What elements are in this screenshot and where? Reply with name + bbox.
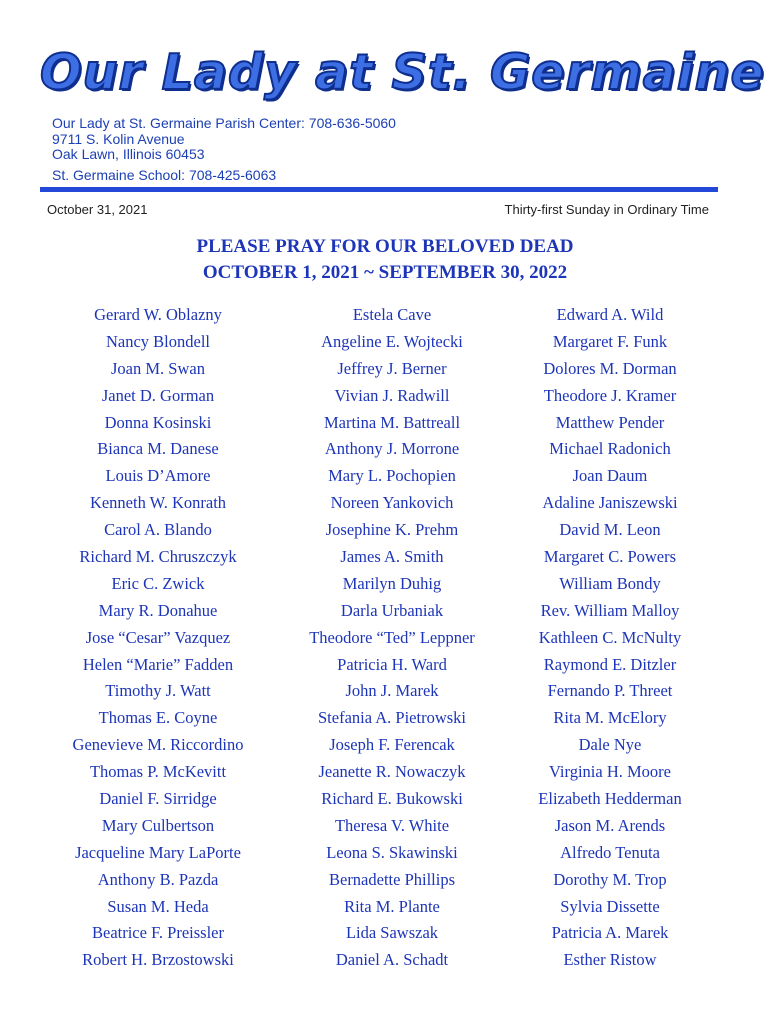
deceased-name: Darla Urbaniak: [340, 600, 444, 620]
deceased-name: Jason M. Arends: [554, 815, 666, 835]
deceased-name: Joan M. Swan: [111, 358, 205, 378]
deceased-name: Richard E. Bukowski: [321, 789, 463, 809]
deceased-name: Mary R. Donahue: [98, 600, 218, 620]
deceased-name: Jeffrey J. Berner: [337, 358, 447, 378]
deceased-name: Stefania A. Pietrowski: [317, 708, 467, 728]
deceased-name: Marilyn Duhig: [342, 573, 442, 593]
parish-address-city: Oak Lawn, Illinois 60453: [52, 146, 205, 162]
deceased-name: Bernadette Phillips: [328, 869, 456, 889]
deceased-name: Alfredo Tenuta: [560, 842, 660, 862]
deceased-name: Michael Radonich: [549, 439, 671, 459]
deceased-name: Rev. William Malloy: [540, 600, 680, 620]
liturgical-occasion: Thirty-first Sunday in Ordinary Time: [504, 202, 709, 217]
deceased-name: Margaret C. Powers: [543, 547, 677, 567]
names-column-1: [58, 302, 258, 974]
deceased-name: Jose “Cesar” Vazquez: [85, 627, 231, 647]
deceased-name: Adaline Janiszewski: [542, 493, 678, 513]
deceased-name: Matthew Pender: [555, 412, 665, 432]
deceased-name: Raymond E. Ditzler: [543, 654, 677, 674]
deceased-name: Timothy J. Watt: [105, 681, 211, 701]
deceased-name: Jeanette R. Nowaczyk: [318, 762, 466, 782]
deceased-name: Martina M. Battreall: [323, 412, 461, 432]
deceased-name: Eric C. Zwick: [111, 573, 205, 593]
memorial-heading-title: PLEASE PRAY FOR OUR BELOVED DEAD: [196, 236, 574, 257]
deceased-name: Dorothy M. Trop: [553, 869, 667, 889]
header-divider: [40, 187, 718, 192]
deceased-name: David M. Leon: [559, 520, 661, 540]
deceased-name: Anthony J. Morrone: [324, 439, 460, 459]
deceased-name: Carol A. Blando: [104, 520, 212, 540]
deceased-name: Kathleen C. McNulty: [538, 627, 682, 647]
deceased-name: Dale Nye: [578, 735, 642, 755]
deceased-name: Gerard W. Oblazny: [94, 305, 222, 324]
deceased-name: Elizabeth Hedderman: [538, 789, 682, 809]
deceased-name: Esther Ristow: [563, 950, 657, 970]
deceased-name: Thomas P. McKevitt: [89, 762, 227, 782]
deceased-name: Lida Sawszak: [345, 923, 439, 943]
deceased-name: Beatrice F. Preissler: [91, 923, 225, 943]
deceased-name: Theodore J. Kramer: [543, 385, 677, 405]
deceased-name: Daniel F. Sirridge: [99, 789, 217, 809]
deceased-name: Noreen Yankovich: [330, 493, 454, 513]
bulletin-date: October 31, 2021: [47, 202, 148, 217]
parish-center-phone: Our Lady at St. Germaine Parish Center: 708-636-5060: [52, 115, 396, 131]
deceased-name: Nancy Blondell: [105, 331, 211, 351]
memorial-heading-dates: OCTOBER 1, 2021 ~ SEPTEMBER 30, 2022: [202, 262, 568, 283]
deceased-name: Richard M. Chruszczyk: [79, 547, 237, 567]
deceased-name: Janet D. Gorman: [101, 385, 215, 405]
deceased-name: Jacqueline Mary LaPorte: [75, 842, 241, 862]
deceased-name: Louis D’Amore: [105, 466, 211, 486]
deceased-name: Daniel A. Schadt: [335, 950, 449, 970]
deceased-name: Robert H. Brzostowski: [82, 950, 234, 970]
deceased-name: Bianca M. Danese: [97, 439, 219, 459]
deceased-name: Theresa V. White: [334, 815, 450, 835]
parish-address-street: 9711 S. Kolin Avenue: [52, 130, 185, 147]
names-column-2: [292, 302, 492, 974]
deceased-name: John J. Marek: [345, 681, 439, 701]
names-column-3: [510, 302, 710, 974]
deceased-name: William Bondy: [559, 573, 661, 593]
deceased-name: James A. Smith: [340, 547, 444, 567]
deceased-name: Virginia H. Moore: [549, 762, 671, 782]
deceased-name: Angeline E. Wojtecki: [321, 331, 463, 351]
deceased-name: Thomas E. Coyne: [98, 708, 218, 728]
deceased-name: Leona S. Skawinski: [326, 842, 458, 862]
deceased-name: Donna Kosinski: [104, 412, 212, 432]
deceased-name: Rita M. McElory: [553, 708, 667, 728]
memorial-heading: [0, 234, 770, 286]
parish-contact-block: [52, 116, 396, 183]
deceased-name: Estela Cave: [352, 305, 432, 324]
deceased-name: Dolores M. Dorman: [543, 358, 677, 378]
deceased-name: Fernando P. Threet: [547, 681, 673, 701]
deceased-name: Patricia A. Marek: [551, 923, 669, 943]
deceased-name: Joan Daum: [572, 466, 648, 486]
deceased-name: Mary L. Pochopien: [328, 466, 456, 486]
school-phone: St. Germaine School: 708-425-6063: [52, 166, 277, 183]
deceased-name: Josephine K. Prehm: [325, 520, 459, 540]
deceased-name: Susan M. Heda: [107, 896, 209, 916]
deceased-name: Anthony B. Pazda: [97, 869, 219, 889]
deceased-name: Margaret F. Funk: [552, 331, 668, 351]
deceased-name: Helen “Marie” Fadden: [82, 654, 234, 674]
deceased-name: Patricia H. Ward: [337, 654, 447, 674]
deceased-name: Kenneth W. Konrath: [89, 493, 227, 513]
deceased-name: Edward A. Wild: [556, 305, 664, 324]
deceased-name: Theodore “Ted” Leppner: [309, 627, 475, 647]
deceased-name: Sylvia Dissette: [560, 896, 660, 916]
parish-masthead: Our Lady at St. Germaine: [40, 44, 765, 101]
deceased-name: Genevieve M. Riccordino: [72, 735, 244, 755]
deceased-name: Vivian J. Radwill: [334, 385, 450, 405]
deceased-name: Rita M. Plante: [344, 896, 440, 916]
deceased-name: Mary Culbertson: [101, 815, 215, 835]
deceased-name: Joseph F. Ferencak: [329, 735, 455, 755]
